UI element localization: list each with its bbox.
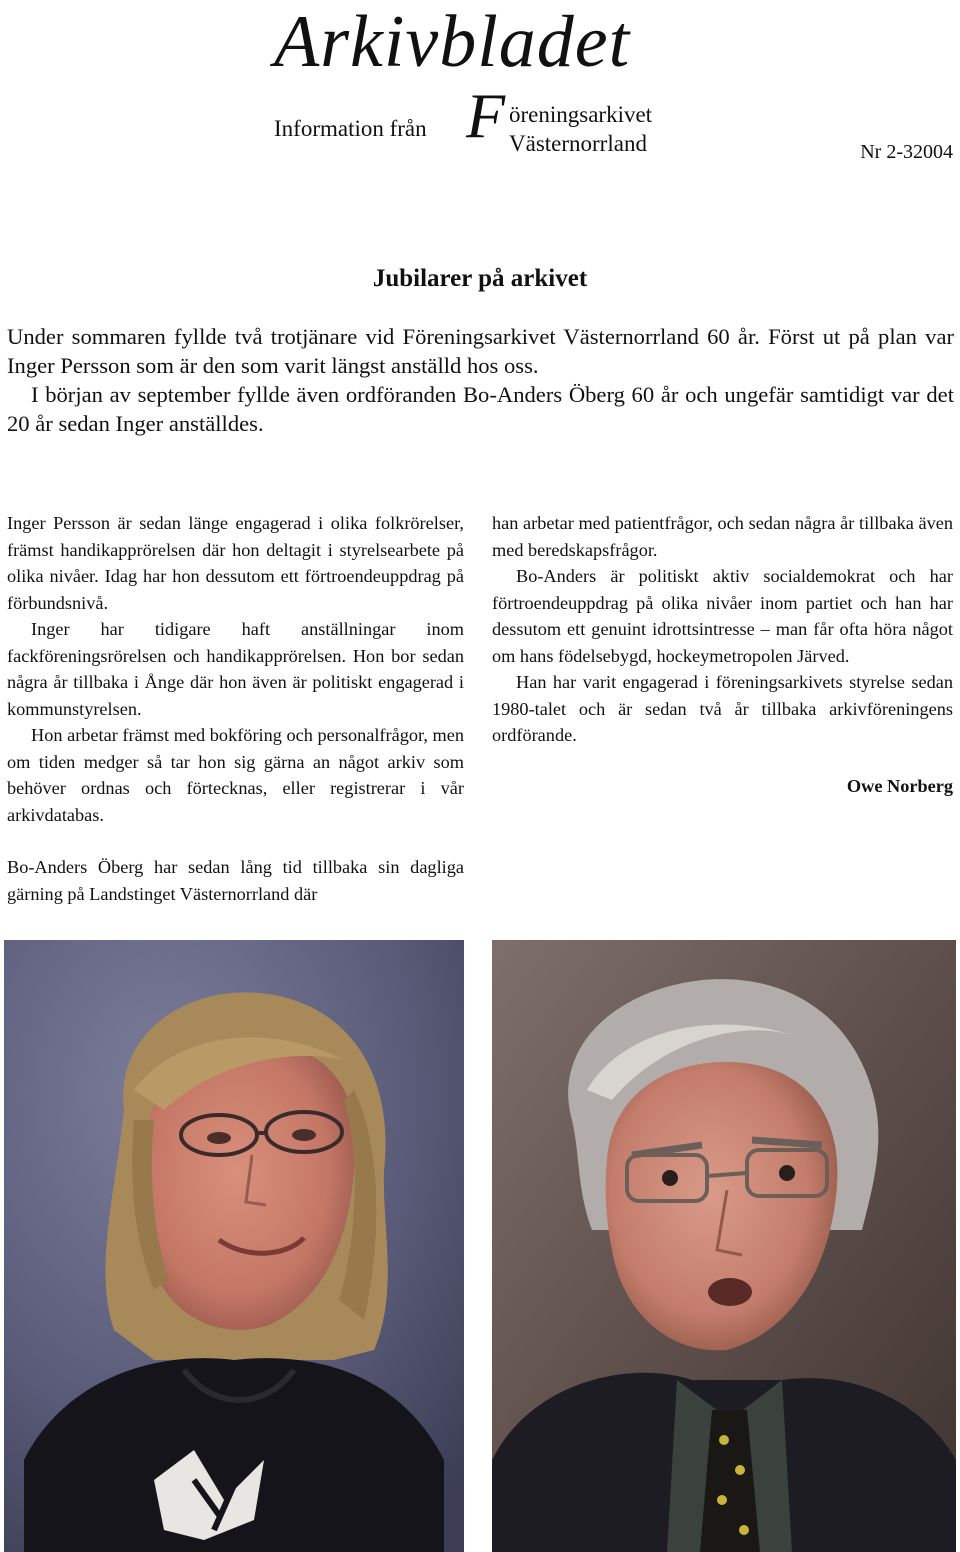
body-paragraph: Han har varit engagerad i föreningsarkivets styrelse sedan 1980-talet och är sedan två år tillbaka arkivföreningens ordförande. <box>492 672 953 745</box>
body-paragraph: Inger har tidigare haft anställningar inom fackföreningsrörelsen och handikapprörelsen. Hon bor sedan några år tillbaka i Ånge där hon även är politiskt engagerad i kommunstyrelsen. <box>7 619 464 719</box>
author-signature: Owe Norberg <box>846 775 953 796</box>
body-paragraph: han arbetar med patientfrågor, och sedan några år tillbaka även med beredskapsfrågor. <box>492 513 953 560</box>
body-paragraph: Bo-Anders Öberg har sedan lång tid tillbaka sin dagliga gärning på Landstinget Västernorrland där <box>7 857 464 904</box>
masthead-title: Arkivbladet <box>274 1 631 83</box>
lead-paragraph: I början av september fyllde även ordföranden Bo-Anders Öberg 60 år och ungefär samtidigt var det 20 år sedan Inger anställdes. <box>7 382 954 436</box>
masthead-info-prefix: Information från <box>274 116 427 141</box>
article-headline: Jubilarer på arkivet <box>372 265 588 292</box>
issue-number: Nr 2-32004 <box>860 141 953 163</box>
left-column-bottom <box>7 854 464 907</box>
masthead-org-line1: öreningsarkivet <box>509 102 653 127</box>
masthead-org-line2: Västernorrland <box>509 131 647 156</box>
masthead-drop-letter: F <box>466 80 506 151</box>
body-paragraph: Bo-Anders är politiskt aktiv socialdemokrat och har förtroendeuppdrag på olika nivåer inom partiet och han har dessutom ett genuint idrottsintresse – man får ofta höra något om hans födelsebygd, hockeymetropolen Järved. <box>492 566 953 666</box>
lead-paragraph: Under sommaren fyllde två trotjänare vid Föreningsarkivet Västernorrland 60 år. Först ut på plan var Inger Persson som är den som varit längst anställd hos oss. <box>7 324 954 378</box>
portrait-right-image <box>492 940 956 1552</box>
left-column <box>7 510 464 828</box>
portrait-left-image <box>4 940 464 1552</box>
body-paragraph: Hon arbetar främst med bokföring och personalfrågor, men om tiden medger så tar hon sig gärna an något arkiv som behöver ordnas och förtecknas, eller registrerar i vår arkivdatabas. <box>7 725 464 825</box>
article-lead <box>7 322 954 438</box>
right-column <box>492 510 953 799</box>
portrait-photo-right <box>492 940 956 1552</box>
portrait-photo-left <box>4 940 464 1552</box>
body-paragraph: Inger Persson är sedan länge engagerad i olika folkrörelser, främst handikapprörelsen där hon deltagit i styrelsearbete på olika nivåer. Idag har hon dessutom ett förtroendeuppdrag på förbundsnivå. <box>7 513 464 613</box>
